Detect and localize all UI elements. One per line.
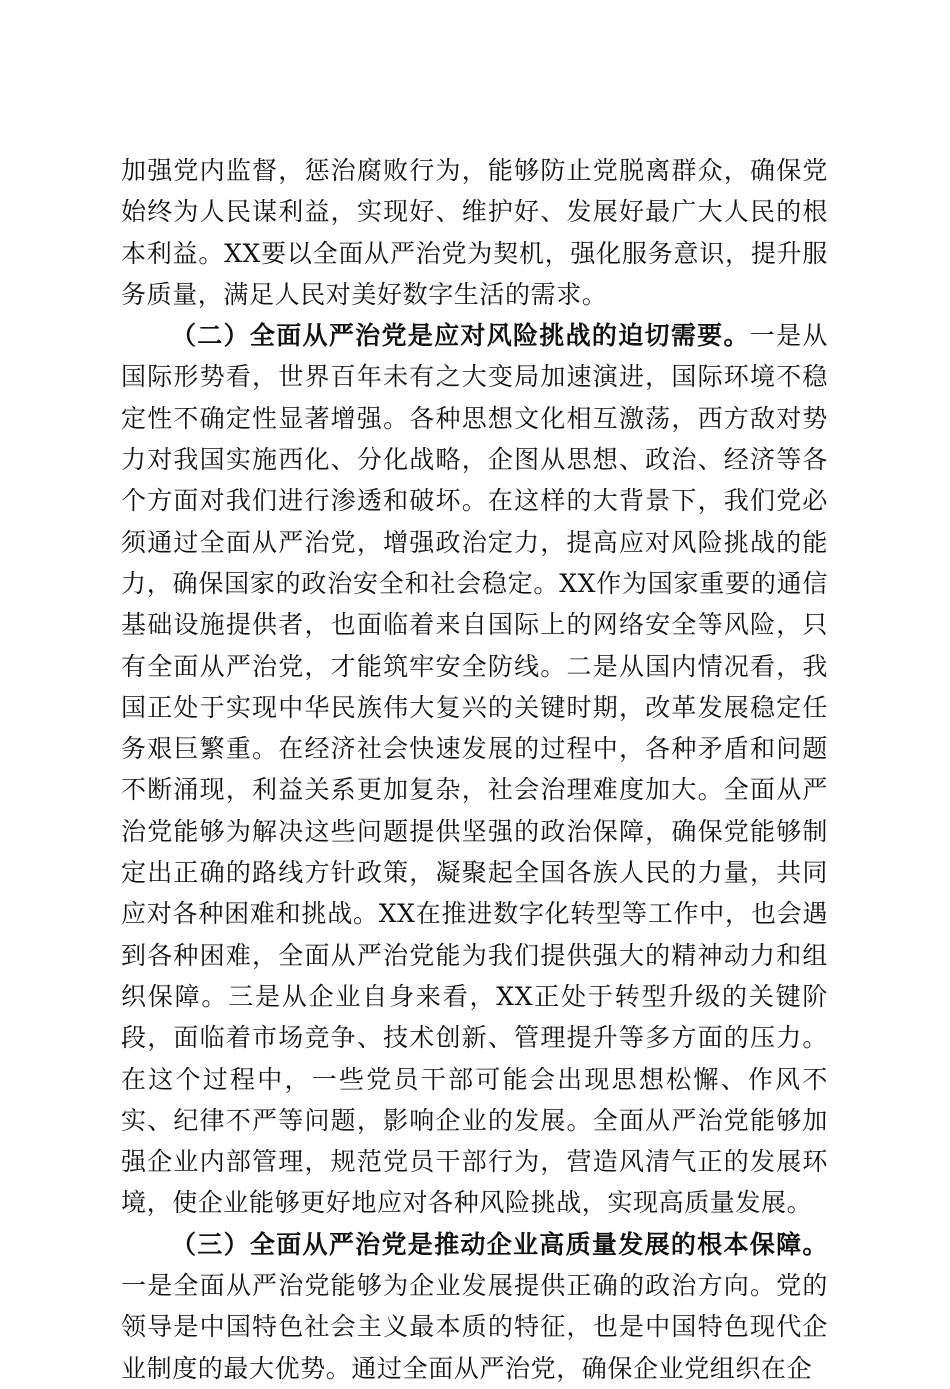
section-3-body: 一是全面从严治党能够为企业发展提供正确的政治方向。党的领导是中国特色社会主义最本质的特征，也是中国特色现代企业制度的最大优势。通过全面从严治党，确保企业党组织在企 [121,1271,828,1383]
section-2-body: 一是从国际形势看，世界百年未有之大变局加速演进，国际环境不稳定性不确定性显著增强。各种思想文化相互激荡，西方敌对势力对我国实施西化、分化战略，企图从思想、政治、经济等各个方面对我们进行渗透和破坏。在这样的大背景下，我们党必须通过全面从严治党，增强政治定力，提高应对风险挑战的能力，确保国家的政治安全和社会稳定。XX作为国家重要的通信基础设施提供者，也面临着来自国际上的网络安全等风险，只有全面从严治党，才能筑牢安全防线。二是从国内情况看，我国正处于实现中华民族伟大复兴的关键时期，改革发展稳定任务艰巨繁重。在经济社会快速发展的过程中，各种矛盾和问题不断涌现，利益关系更加复杂，社会治理难度加大。全面从严治党能够为解决这些问题提供坚强的政治保障，确保党能够制定出正确的路线方针政策，凝聚起全国各族人民的力量，共同应对各种困难和挑战。XX在推进数字化转型等工作中，也会遇到各种困难，全面从严治党能为我们提供强大的精神动力和组织保障。三是从企业自身来看，XX正处于转型升级的关键阶段，面临着市场竞争、技术创新、管理提升等多方面的压力。在这个过程中，一些党员干部可能会出现思想松懈、作风不实、纪律不严等问题，影响企业的发展。全面从严治党能够加强企业内部管理，规范党员干部行为，营造风清气正的发展环境，使企业能够更好地应对各种风险挑战，实现高质量发展。 [121,321,828,1218]
section-3-paragraph [121,1224,828,1389]
section-2-heading: （二）全面从严治党是应对风险挑战的迫切需要。 [171,321,750,351]
section-2-paragraph [121,315,828,1224]
document-body [121,150,828,1389]
paragraph-continuation: 加强党内监督，惩治腐败行为，能够防止党脱离群众，确保党始终为人民谋利益，实现好、维护好、发展好最广大人民的根本利益。XX要以全面从严治党为契机，强化服务意识，提升服务质量，满足人民对美好数字生活的需求。 [121,156,828,309]
section-3-heading: （三）全面从严治党是推动企业高质量发展的根本保障。 [171,1229,828,1259]
